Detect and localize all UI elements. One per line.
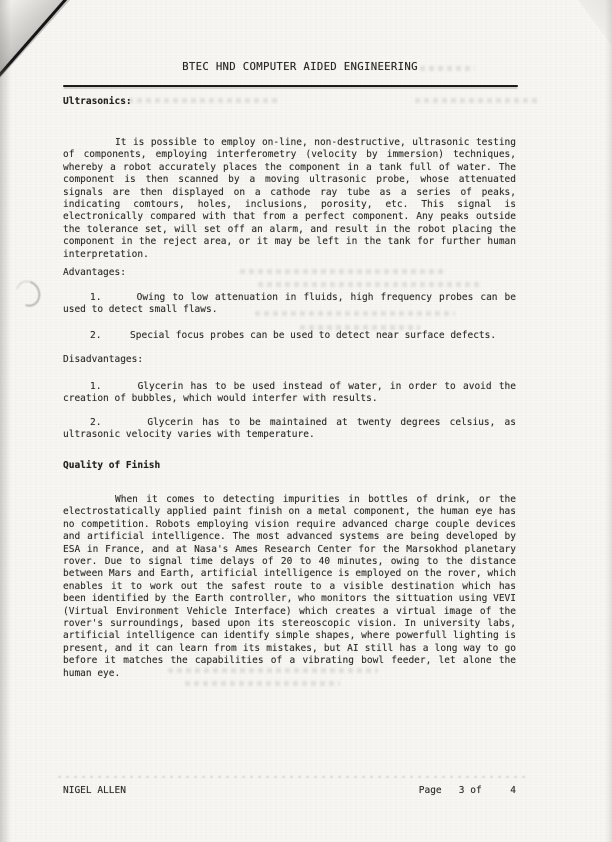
list-item-advantage-1 (63, 292, 516, 317)
section-heading-quality-of-finish: Quality of Finish (63, 460, 161, 471)
footer-bleed-line (58, 776, 528, 778)
text-line: (Virtual Environment Vehicle Interface) which creates a virtual image of the (63, 605, 516, 617)
text-line: 1. Glycerin has to be used instead of water, in order to avoid the (90, 381, 516, 392)
text-line: ultrasonic velocity varies with temperature. (63, 429, 315, 441)
text-line: rover's surroundings, based upon its stereoscopic vision. In university labs, (63, 618, 516, 630)
paragraph-ultrasonics (63, 137, 516, 261)
text-line: artificial intelligence can identify simple shapes, where powerfull lighting is (63, 630, 516, 642)
right-edge-scan-shadow (605, 0, 612, 842)
text-line: before it matches the capabilities of a vibrating bowl feeder, let alone the (63, 655, 516, 667)
text-line: indicating comtours, holes, inclusions, porosity, etc. This signal is (63, 199, 516, 211)
bleed-through-smudge (258, 282, 483, 287)
text-line: human eye. (63, 667, 121, 679)
text-line: 2. Glycerin has to be maintained at twenty degrees celsius, as (90, 417, 516, 428)
footer-page-number: Page 3 of 4 (418, 785, 516, 796)
text-line: rover. Due to signal time delays of 20 to 40 minutes, owing to the distance (63, 556, 516, 568)
paragraph-quality-of-finish (63, 494, 516, 680)
text-line: It is possible to employ on-line, non-destructive, ultrasonic testing (115, 137, 516, 148)
text-line: When it comes to detecting impurities in bottles of drink, or the (115, 494, 516, 505)
text-line: between Mars and Earth, artificial intelligence is employed on the rover, which (63, 568, 516, 580)
footer-author: NIGEL ALLEN (63, 785, 126, 796)
header-rule (63, 85, 518, 87)
text-line: present, and it can learn from its mistakes, but AI still has a long way to go (63, 642, 516, 654)
text-line: 1. Owing to low attenuation in fluids, high frequency probes can be (90, 292, 516, 303)
text-line: enables it to work out the safest route to a visible destination which has (63, 580, 516, 592)
text-line: component is then scanned by a moving ultrasonic probe, whose attenuated (63, 174, 516, 186)
subheading-disadvantages: Disadvantages: (63, 354, 144, 365)
text-line: interpretation. (63, 248, 149, 260)
list-item-disadvantage-2 (63, 417, 516, 442)
list-item-disadvantage-1 (63, 381, 516, 406)
text-line: ESA in France, and at Nasa's Ames Research Center for the Marsokhod planetary (63, 543, 516, 555)
text-line: creation of bubbles, which would interfer with results. (63, 393, 378, 405)
bleed-through-smudge (185, 681, 340, 686)
text-line: 2. Special focus probes can be used to detect near surface defects. (90, 330, 497, 341)
list-item-advantage-2 (63, 330, 516, 342)
left-edge-scan-shadow (0, 0, 11, 842)
text-line: electrostatically applied paint finish on a metal component, the human eye has (63, 506, 516, 518)
text-line: whereby a robot accurately places the component in a tank full of water. The (63, 161, 516, 173)
section-heading-ultrasonics: Ultrasonics: (63, 96, 132, 107)
text-line: used to detect small flaws. (63, 304, 218, 316)
text-line: component in the reject area, or it may be left in the tank for further human (63, 236, 516, 248)
text-line: electronically compared with that from a perfect component. Any peaks outside (63, 211, 516, 223)
text-line: the tolerance set, will set off an alarm, and result in the robot placing the (63, 223, 516, 235)
text-line: signals are then displayed on a cathode ray tube as a series of peaks, (63, 186, 516, 198)
hole-punch-mark (11, 276, 45, 311)
page-title: BTEC HND COMPUTER AIDED ENGINEERING (182, 60, 418, 73)
text-line: of components, employing interferometry (velocity by immersion) techniques, (63, 149, 516, 161)
text-line: no competition. Robots employing vision require advanced charge couple devices (63, 518, 516, 530)
text-line: and artificial intelligence. The most advanced systems are being developed by (63, 531, 516, 543)
text-line: been identified by the Earth controller, who monitors the sittuation using VEVI (63, 593, 516, 605)
subheading-advantages: Advantages: (63, 267, 126, 278)
